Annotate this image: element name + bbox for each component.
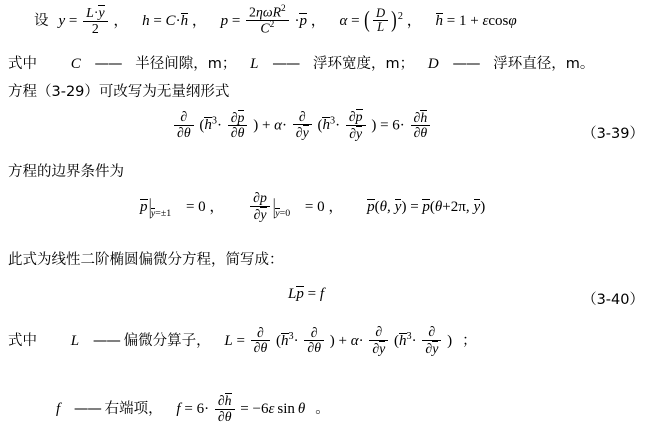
equation-line-1: 设 y = $\frac{L\cdot y}{2}$ ， h = C·h ， p = $\frac{2\eta\omega R^2}{C^2}$ ·p ， α = ( $\frac{D}{L}$ )$^2$ ， h = 1 + εcosφ: [34, 4, 517, 36]
fraction-Lybar-over-2: $\frac{L\cdot y}{2}$: [83, 5, 107, 36]
symbol-L-def: L: [250, 56, 259, 72]
text-line-rhs-def: f —— 右端项， f = 6· $\frac{\partial h}{\partial\theta}$ = −6ε sin θ 。: [56, 393, 330, 424]
partial-theta-operator-3: $\frac{\partial}{\partial\theta}$: [304, 326, 324, 356]
symbol-f-def: f: [56, 400, 61, 417]
operator-L: L: [288, 286, 297, 302]
partial-hbar-partial-theta-2: $\frac{\partial h}{\partial\theta}$: [215, 393, 235, 424]
partial-theta-operator-2: $\frac{\partial}{\partial\theta}$: [251, 326, 271, 356]
equation-3-39: $\frac{\partial}{\partial\theta}$ ($h^3\cdot$ $\frac{\partial p}{\partial\theta}$ ) + α· $\frac{\partial}{\partial y}$ ($h^3\cdot$ $\frac{\partial p}{\partial y}$ ) = 6· $\frac{\partial h}{\partial\theta}$: [172, 110, 432, 142]
partial-pbar-partial-theta-1: $\frac{\partial p}{\partial\theta}$: [228, 110, 248, 141]
symbol-pbar: p: [299, 13, 307, 30]
text-line-linear-elliptic: 此式为线性二阶椭圆偏微分方程，简写成：: [8, 252, 284, 268]
symbol-pbar-bc: p: [140, 198, 148, 215]
fraction-2etaomegaR2-over-C2: $\frac{2\eta\omega R^2}{C^2}$: [246, 5, 289, 36]
em-dash-2: ——: [272, 56, 300, 72]
em-dash-4: ——: [92, 332, 120, 349]
symbol-C: C: [165, 13, 176, 30]
partial-p-partial-ybar-bc: $\frac{\partial p}{\partial y}$: [250, 191, 270, 222]
symbol-L-operator: L: [70, 332, 80, 349]
equation-number-3-39: （3-39）: [582, 126, 644, 142]
symbol-h: h: [142, 13, 150, 30]
em-dash-3: ——: [452, 56, 480, 72]
partial-hbar-partial-theta: $\frac{\partial h}{\partial\theta}$: [411, 110, 431, 141]
partial-ybar-operator-3: $\frac{\partial}{\partial y}$: [422, 325, 441, 356]
line1-prefix: 设: [34, 13, 49, 30]
symbol-p: p: [220, 13, 229, 30]
partial-ybar-operator-1: $\frac{\partial}{\partial y}$: [293, 110, 312, 141]
symbol-C-def: C: [70, 56, 81, 72]
def-text-C: 半径间隙，m；: [135, 56, 237, 72]
symbol-hbar: h: [180, 13, 189, 30]
equation-3-40: Lp = f: [288, 286, 324, 302]
symbol-alpha: α: [339, 13, 348, 30]
em-dash-1: ——: [94, 56, 122, 72]
def-text-L: 浮环宽度，m；: [312, 56, 415, 72]
fraction-D-over-L: $\frac{D}{L}$: [373, 7, 388, 34]
equation-number-3-40: （3-40）: [582, 292, 644, 308]
text-line-operator-def: 式中 L —— 偏微分算子， L = $\frac{\partial}{\partial\theta}$ ($h^3\cdot$ $\frac{\partial}{\partial\theta}$ ) + α· $\frac{\partial}{\partial y}$ ($h^3\cdot$ $\frac{\partial}{\partial y}$ ) ；: [8, 324, 477, 356]
em-dash-5: ——: [73, 400, 101, 417]
symbol-hbar-2: h: [435, 13, 444, 30]
partial-theta-operator-1: $\frac{\partial}{\partial\theta}$: [174, 110, 194, 140]
text-line-definitions: [8, 52, 594, 73]
equation-boundary-conditions: $p|_{y=\pm 1} = 0$ ， $\frac{\partial p}{\partial y}$ $|_{y=0} = 0$ ， p(θ, y) = p(θ+2π, y): [140, 190, 486, 222]
text-line-boundary: 方程的边界条件为: [8, 164, 124, 180]
symbol-D-def: D: [427, 56, 439, 72]
line2-prefix: 式中: [8, 56, 37, 72]
symbol-y: y: [58, 13, 66, 30]
text-line-dimensionless: 方程（3-29）可改写为无量纲形式: [8, 84, 230, 100]
partial-ybar-operator-2: $\frac{\partial}{\partial y}$: [369, 325, 388, 356]
def-text-D: 浮环直径，m。: [493, 56, 595, 72]
partial-pbar-partial-ybar-1: $\frac{\partial p}{\partial y}$: [346, 109, 366, 141]
